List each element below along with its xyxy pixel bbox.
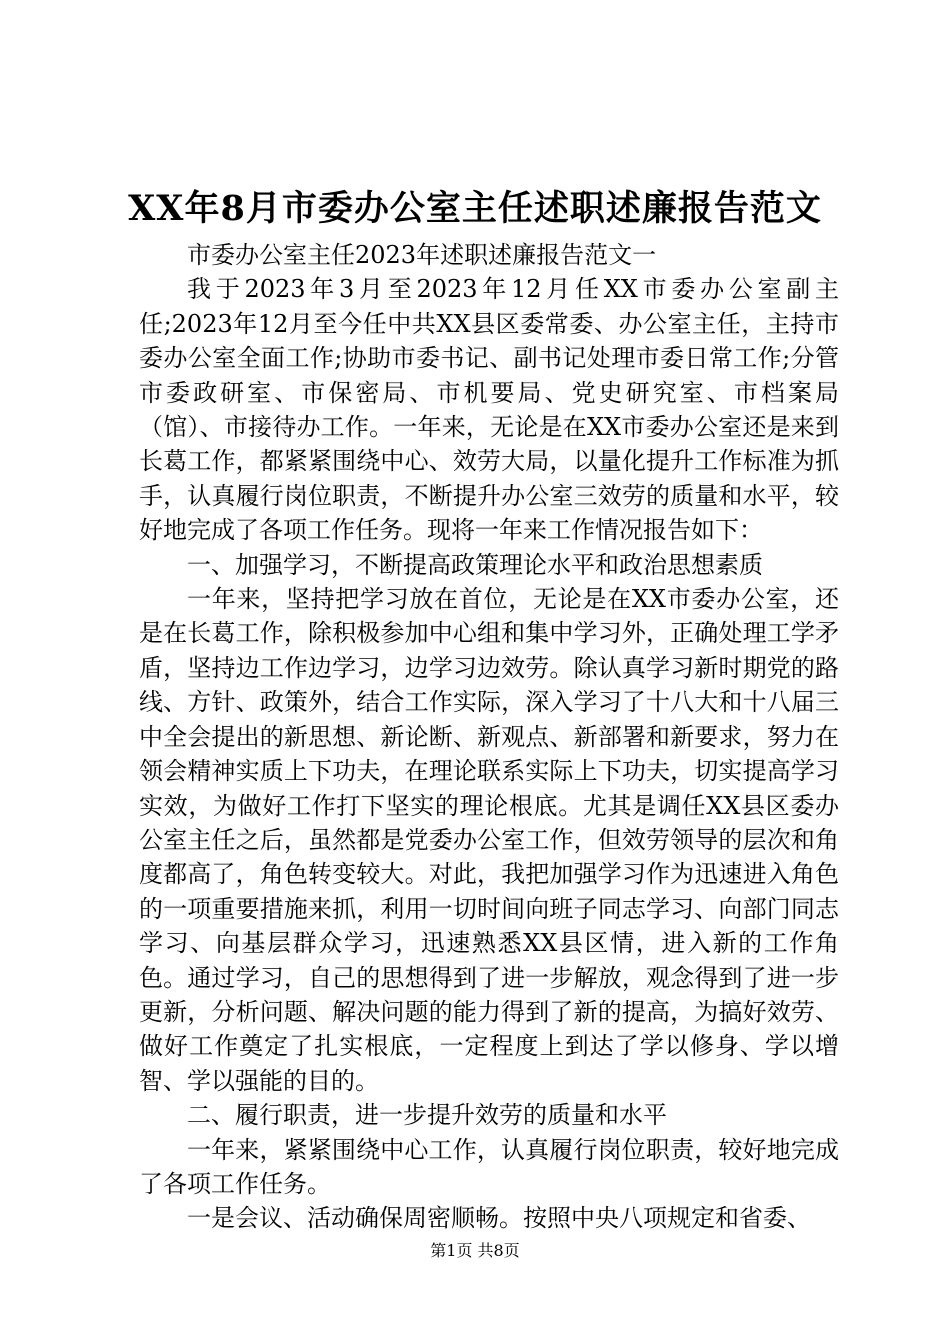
body-paragraph: 我于2023年3月至2023年12月任XX市委办公室副主任;2023年12月至今任中共XX县区委常委、办公室主任，主持市委办公室全面工作;协助市委书记、副书记处理市委日常工作;分管市委政研室、市保密局、市机要局、党史研究室、市档案局（馆）、市接待办工作。一年来，无论是在XX市委办公室还是来到长葛工作，都紧紧围绕中心、效劳大局，以量化提升工作标准为抓手，认真履行岗位职责，不断提升办公室三效劳的质量和水平，较好地完成了各项工作任务。现将一年来工作情况报告如下： (139, 275, 839, 545)
page-footer: 第1页 共8页 (430, 1241, 520, 1260)
subtitle-paragraph: 市委办公室主任2023年述职述廉报告范文一 (187, 241, 657, 269)
document-body (139, 238, 839, 1236)
body-paragraph: 一是会议、活动确保周密顺畅。按照中央八项规定和省委、 (187, 1204, 811, 1233)
body-paragraph: 一年来，坚持把学习放在首位，无论是在XX市委办公室，还是在长葛工作，除积极参加中心组和集中学习外，正确处理工学矛盾，坚持边工作边学习，边学习边效劳。除认真学习新时期党的路线、方针、政策外，结合工作实际，深入学习了十八大和十八届三中全会提出的新思想、新论断、新观点、新部署和新要求，努力在领会精神实质上下功夫，在理论联系实际上下功夫，切实提高学习实效，为做好工作打下坚实的理论根底。尤其是调任XX县区委办公室主任之后，虽然都是党委办公室工作，但效劳领导的层次和角度都高了，角色转变较大。对此，我把加强学习作为迅速进入角色的一项重要措施来抓，利用一切时间向班子同志学习、向部门同志学习、向基层群众学习，迅速熟悉XX县区情，进入新的工作角色。通过学习，自己的思想得到了进一步解放，观念得到了进一步更新，分析问题、解决问题的能力得到了新的提高，为搞好效劳、做好工作奠定了扎实根底，一定程度上到达了学以修身、学以增智、学以强能的目的。 (139, 585, 839, 1095)
body-paragraph: 一年来，紧紧围绕中心工作，认真履行岗位职责，较好地完成了各项工作任务。 (139, 1135, 839, 1198)
document-title: XX年8月市委办公室主任述职述廉报告范文 (128, 188, 822, 229)
section-heading: 二、履行职责，进一步提升效劳的质量和水平 (187, 1101, 667, 1130)
section-heading: 一、加强学习，不断提高政策理论水平和政治思想素质 (187, 550, 763, 579)
